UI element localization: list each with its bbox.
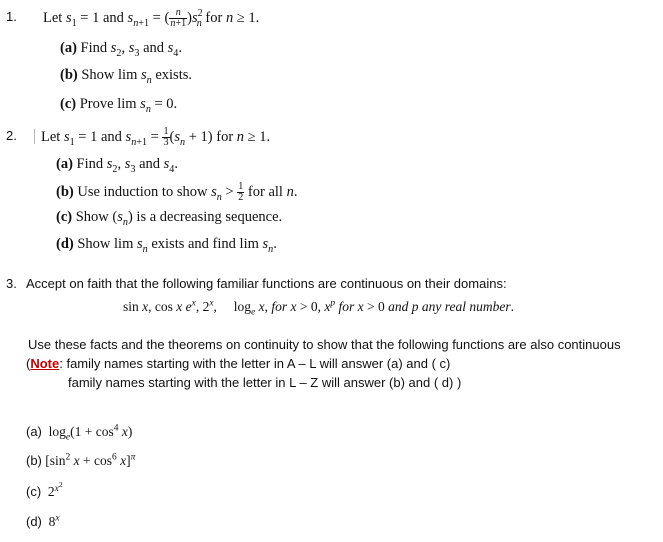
problem-3-part-c: (c) $2^{x^2}$ — [26, 479, 63, 499]
problem-2-part-d: (d) Show $\lim s_n$ exists and find $\lim s_n$. — [56, 236, 277, 255]
problem-1-statement: Let $s_1 = 1$ and $s_{n+1}$ = ( $\frac{n}{n+1}$ )$s^2_n$ for n ≥ 1. — [43, 7, 260, 30]
problem-2-statement: Let $s_1 = 1$ and $s_{n+1}$ = $\frac{1}{3}$ $(s_n + 1)$ for n ≥ 1. — [41, 126, 271, 149]
problem-1-part-c: (c) Prove $\lim s_n = 0$. — [60, 96, 178, 115]
problem-3-note-line-2: family names starting with the letter in L – Z will answer (b) and ( d) ) — [68, 375, 462, 390]
problem-2-part-c: (c) Show $(s_n)$ is a decreasing sequence. — [56, 209, 283, 228]
problem-3-part-d: (d) 8$^x$ — [26, 513, 60, 529]
problem-2-part-a: (a) Find $s_2$, $s_3$ and $s_4$. — [56, 156, 178, 175]
problem-1-part-b: (b) Show $\lim s_n$ exists. — [60, 67, 192, 86]
note-label: Note — [30, 356, 60, 371]
problem-2-number: 2. — [6, 128, 17, 143]
problem-3-function-list: sin x, cos x $e^x$, 2$^x$, $\log_e x$, for x > 0, $x^p$ for x > 0 and p any real number. — [123, 298, 514, 318]
problem-1-part-a: (a) Find $s_2$, $s_3$ and $s_4$. — [60, 40, 182, 59]
problem-3-part-b: (b) [$\sin^2$ $x + \cos^6 x]^\pi$ — [26, 452, 136, 468]
problem-3-part-a: (a) $\log_e(1 + \cos^4 x)$ — [26, 423, 133, 443]
problem-3-intro: Accept on faith that the following familiar functions are continuous on their domains: — [26, 276, 507, 291]
problem-3-body: Use these facts and the theorems on continuity to show that the following functions are also continuous — [28, 337, 621, 352]
problem-1-number: 1. — [6, 9, 17, 24]
margin-divider — [34, 129, 35, 144]
problem-2-part-b: (b) Use induction to show $s_n$ > $\frac{1}{2}$ for all n. — [56, 181, 298, 204]
problem-3-note-line-1: (Note: family names starting with the letter in A – L will answer (a) and ( c) — [26, 356, 451, 371]
problem-3-number: 3. — [6, 276, 17, 291]
